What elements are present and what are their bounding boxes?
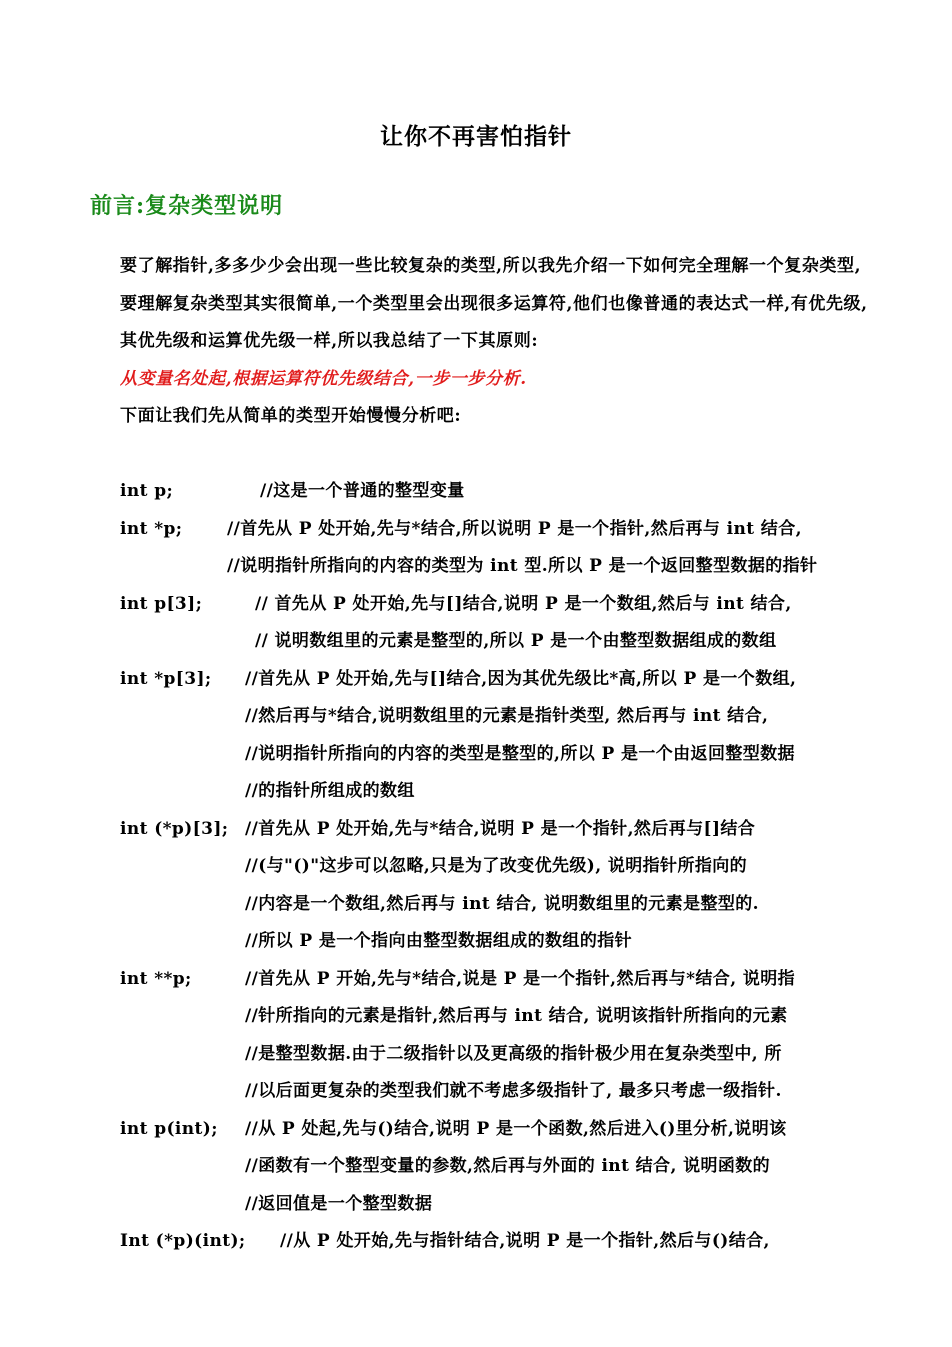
code-comment: //首先从 P 开始,先与*结合,说是 P 是一个指针,然后再与*结合, 说明指 (245, 968, 796, 989)
code-comment: //说明指针所指向的内容的类型为 int 型.所以 P 是一个返回整型数据的指针 (227, 556, 818, 576)
code-example-line (120, 1111, 920, 1149)
code-comment: //首先从 P 处开始,先与*结合,所以说明 P 是一个指针,然后再与 int 结合, (227, 518, 802, 539)
code-comment: //所以 P 是一个指向由整型数据组成的数组的指针 (245, 931, 633, 951)
section-heading: 前言:复杂类型说明 (90, 193, 284, 219)
code-declaration: int p; (120, 481, 174, 501)
code-declaration: Int (*p)(int); (120, 1231, 246, 1251)
code-comment: //从 P 处起,先与()结合,说明 P 是一个函数,然后进入()里分析,说明该 (245, 1118, 787, 1139)
code-example-line (120, 661, 920, 699)
code-declaration: int *p; (120, 518, 183, 539)
code-declaration: int p(int); (120, 1118, 218, 1139)
code-example-line (120, 473, 920, 511)
code-comment: //内容是一个数组,然后再与 int 结合, 说明数组里的元素是整型的. (245, 893, 759, 914)
code-declaration: int **p; (120, 968, 192, 989)
code-comment: //首先从 P 处开始,先与[]结合,因为其优先级比*高,所以 P 是一个数组, (245, 668, 797, 689)
code-comment: //说明指针所指向的内容的类型是整型的,所以 P 是一个由返回整型数据 (245, 743, 795, 764)
code-example-line (120, 698, 920, 736)
code-example-line (120, 998, 920, 1036)
code-comment: // 首先从 P 处开始,先与[]结合,说明 P 是一个数组,然后与 int 结合, (255, 593, 792, 614)
code-comment: //的指针所组成的数组 (245, 781, 415, 801)
code-example-line (120, 1073, 920, 1111)
code-example-line (120, 961, 920, 999)
code-comment: //以后面更复杂的类型我们就不考虑多级指针了, 最多只考虑一级指针. (245, 1081, 782, 1101)
code-example-line (120, 1223, 920, 1261)
code-example-line (120, 811, 920, 849)
code-comment: //首先从 P 处开始,先与*结合,说明 P 是一个指针,然后再与[]结合 (245, 818, 756, 839)
code-example-line (120, 1186, 920, 1224)
code-example-line (120, 1148, 920, 1186)
code-comment: //是整型数据.由于二级指针以及更高级的指针极少用在复杂类型中, 所 (245, 1043, 782, 1064)
code-comment: //函数有一个整型变量的参数,然后再与外面的 int 结合, 说明函数的 (245, 1156, 771, 1176)
code-comment: //(与"()"这步可以忽略,只是为了改变优先级), 说明指针所指向的 (245, 856, 748, 876)
lead-in-paragraph: 下面让我们先从简单的类型开始慢慢分析吧: (120, 406, 462, 426)
code-examples (120, 473, 920, 1261)
code-example-line (120, 1036, 920, 1074)
code-example-line (120, 773, 920, 811)
code-example-line (120, 586, 920, 624)
intro-paragraph: 要了解指针,多多少少会出现一些比较复杂的类型,所以我先介绍一下如何完全理解一个复杂类型,要理解复杂类型其实很简单,一个类型里会出现很多运算符,他们也像普通的表达式一样,有优先级,其优先级和运算优先级一样,所以我总结了一下其原则: (120, 256, 868, 351)
code-comment: //返回值是一个整型数据 (245, 1193, 433, 1214)
code-example-line (120, 736, 920, 774)
code-example-line (120, 548, 920, 586)
code-example-line (120, 623, 920, 661)
code-comment: //这是一个普通的整型变量 (260, 481, 465, 501)
principle-highlight: 从变量名处起,根据运算符优先级结合,一步一步分析. (120, 369, 527, 389)
code-example-line (120, 923, 920, 961)
code-example-line (120, 848, 920, 886)
code-comment: //然后再与*结合,说明数组里的元素是指针类型, 然后再与 int 结合, (245, 706, 769, 726)
code-comment: //从 P 处开始,先与指针结合,说明 P 是一个指针,然后与()结合, (280, 1231, 770, 1251)
code-example-line (120, 886, 920, 924)
code-declaration: int (*p)[3]; (120, 818, 229, 839)
code-example-line (120, 511, 920, 549)
document-title: 让你不再害怕指针 (380, 123, 572, 150)
code-comment: // 说明数组里的元素是整型的,所以 P 是一个由整型数据组成的数组 (255, 631, 777, 651)
code-declaration: int p[3]; (120, 593, 203, 614)
code-comment: //针所指向的元素是指针,然后再与 int 结合, 说明该指针所指向的元素 (245, 1006, 788, 1026)
code-declaration: int *p[3]; (120, 668, 212, 689)
